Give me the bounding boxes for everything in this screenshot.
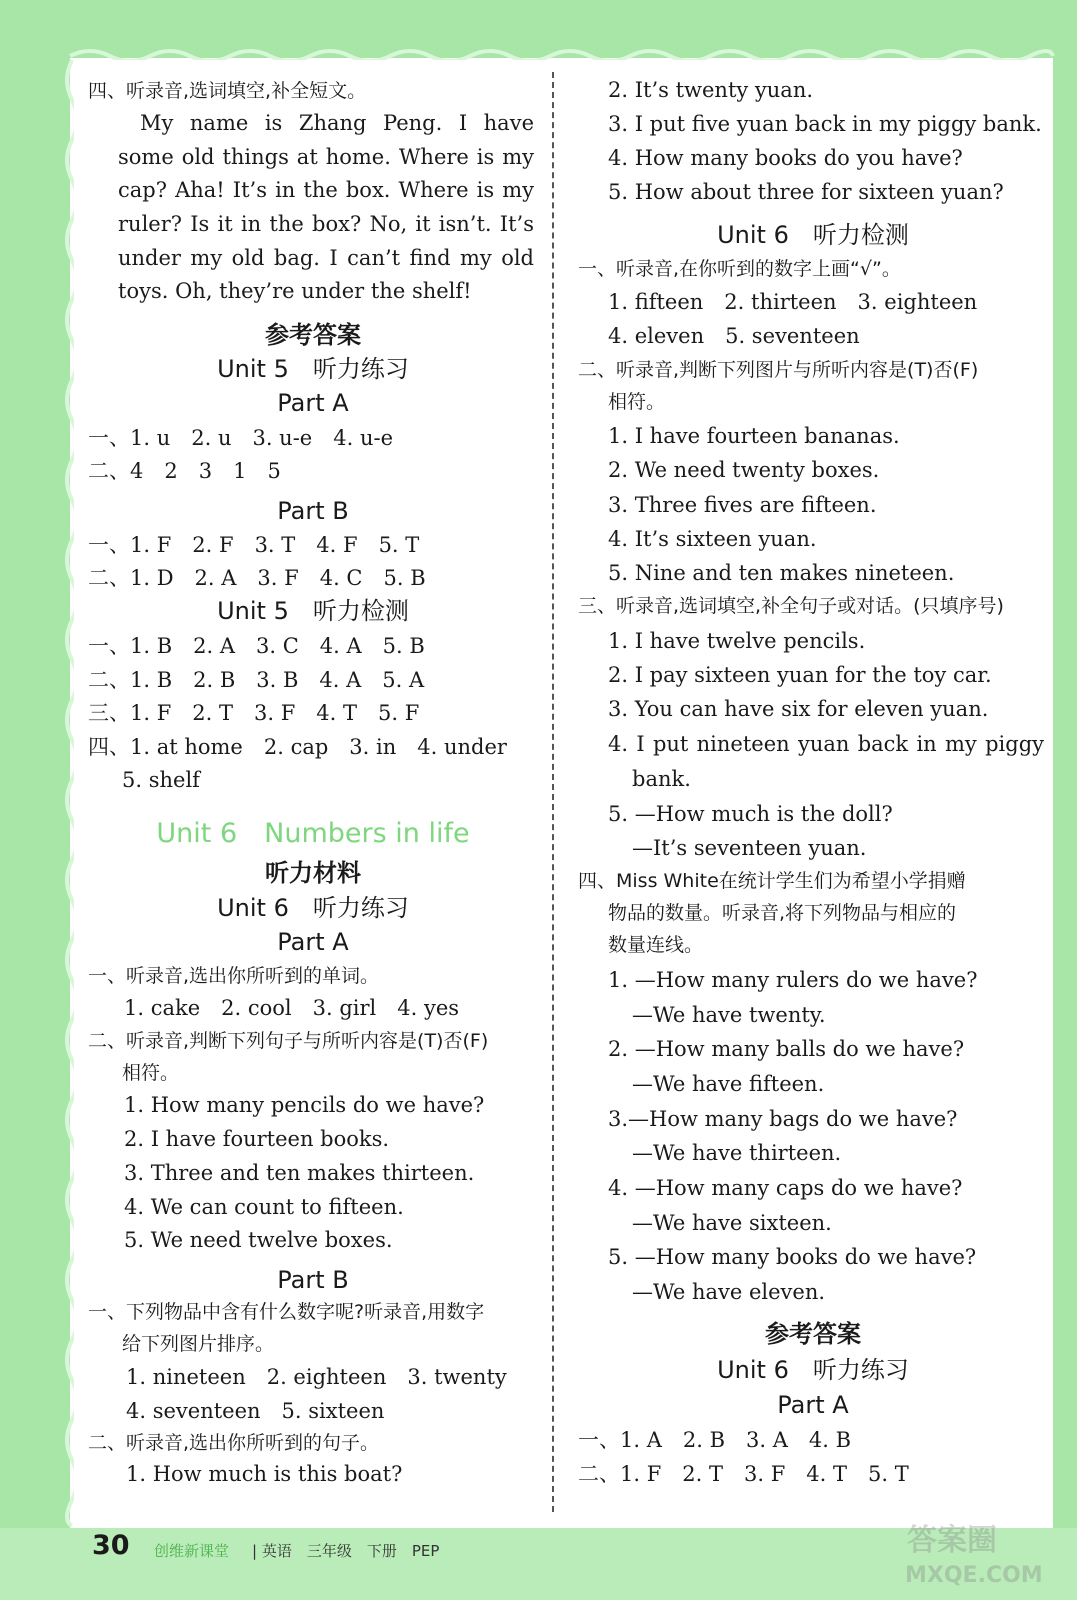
r4-item-5-answer: —We have eleven.: [632, 1280, 826, 1304]
unit6-test-heading: Unit 6 听力检测: [717, 221, 909, 249]
r3-item-5: 5. —How much is the doll?: [608, 802, 893, 826]
m2-item-3: 3. Three and ten makes thirteen.: [124, 1161, 475, 1185]
answer-a1: 一、1. u 2. u 3. u-e 4. u-e: [88, 426, 393, 450]
top-item-4: 4. How many books do you have?: [608, 146, 963, 170]
unit6-practice-answers-heading: Unit 6 听力练习: [717, 1356, 909, 1384]
answer-a2: 二、4 2 3 1 5: [88, 459, 281, 483]
pb2-item-1: 1. How much is this boat?: [126, 1462, 403, 1486]
brand-name: 创维新课堂: [154, 1542, 230, 1560]
answers-heading-2: 参考答案: [765, 1320, 861, 1348]
r4-item-4-answer: —We have sixteen.: [632, 1211, 832, 1235]
part-a-heading-2: Part A: [277, 928, 349, 956]
watermark-logo: [897, 1512, 1047, 1590]
m2-item-4: 4. We can count to fifteen.: [124, 1195, 404, 1219]
top-item-2: 2. It’s twenty yuan.: [608, 78, 814, 102]
r1-items-a: 1. fifteen 2. thirteen 3. eighteen: [608, 290, 978, 314]
pb1-items-b: 4. seventeen 5. sixteen: [126, 1399, 385, 1423]
r3-item-5-answer: —It’s seventeen yuan.: [632, 836, 867, 860]
unit5-test-heading: Unit 5 听力检测: [217, 597, 409, 625]
answer-b1: 一、1. F 2. F 3. T 4. F 5. T: [88, 533, 420, 557]
r2-item-5: 5. Nine and ten makes nineteen.: [608, 561, 955, 585]
r4-item-1: 1. —How many rulers do we have?: [608, 968, 978, 992]
part-a-heading: Part A: [277, 389, 349, 417]
unit5-practice-heading: Unit 5 听力练习: [217, 355, 409, 383]
r4-item-4: 4. —How many caps do we have?: [608, 1176, 963, 1200]
top-item-5: 5. How about three for sixteen yuan?: [608, 180, 1004, 204]
answer-t3: 三、1. F 2. T 3. F 4. T 5. F: [88, 701, 420, 725]
top-item-3: 3. I put five yuan back in my piggy bank.: [608, 112, 1042, 136]
answer-r1: 一、1. A 2. B 3. A 4. B: [578, 1428, 852, 1452]
book-meta: | 英语 三年级 下册 PEP: [252, 1542, 440, 1560]
page-content: [74, 60, 1050, 1526]
m2-title: 二、听录音,判断下列句子与所听内容是(T)否(F): [88, 1030, 489, 1052]
r4-title: 四、Miss White在统计学生们为希望小学捐赠: [578, 870, 966, 892]
svg-text:MXQE.COM: MXQE.COM: [905, 1563, 1043, 1588]
passage-line-1: My name is Zhang Peng. I have: [140, 111, 534, 135]
answers-heading: 参考答案: [265, 321, 361, 349]
part-a-answers-heading: Part A: [777, 1391, 849, 1419]
answer-t1: 一、1. B 2. A 3. C 4. A 5. B: [88, 634, 425, 658]
r2-title: 二、听录音,判断下列图片与所听内容是(T)否(F): [578, 359, 979, 381]
answer-t2: 二、1. B 2. B 3. B 4. A 5. A: [88, 668, 425, 692]
answer-b2: 二、1. D 2. A 3. F 4. C 5. B: [88, 566, 426, 590]
r1-items-b: 4. eleven 5. seventeen: [608, 324, 860, 348]
r4-title-cont: 物品的数量。听录音,将下列物品与相应的: [608, 902, 957, 924]
m1-items: 1. cake 2. cool 3. girl 4. yes: [124, 996, 460, 1020]
pb1-items-a: 1. nineteen 2. eighteen 3. twenty: [126, 1365, 507, 1389]
pb1-title-cont: 给下列图片排序。: [122, 1333, 275, 1355]
m2-title-cont: 相符。: [122, 1062, 180, 1084]
m2-item-5: 5. We need twelve boxes.: [124, 1228, 393, 1252]
passage-line-2: some old things at home. Where is my: [118, 145, 534, 169]
r3-item-3: 3. You can have six for eleven yuan.: [608, 697, 989, 721]
answer-t4-cont: 5. shelf: [122, 768, 200, 792]
pb2-title: 二、听录音,选出你所听到的句子。: [88, 1432, 380, 1454]
r4-title-cont-2: 数量连线。: [608, 934, 704, 956]
m2-item-2: 2. I have fourteen books.: [124, 1127, 390, 1151]
r1-title: 一、听录音,在你听到的数字上画“√”。: [578, 258, 901, 280]
r4-item-5: 5. —How many books do we have?: [608, 1245, 977, 1269]
r3-item-4-cont: bank.: [632, 767, 691, 791]
r4-item-2: 2. —How many balls do we have?: [608, 1037, 965, 1061]
page-number: 30: [92, 1530, 130, 1561]
m1-title: 一、听录音,选出你所听到的单词。: [88, 965, 380, 987]
r4-item-2-answer: —We have fifteen.: [632, 1072, 825, 1096]
column-divider: [552, 72, 554, 1512]
m2-item-1: 1. How many pencils do we have?: [124, 1093, 485, 1117]
r2-item-1: 1. I have fourteen bananas.: [608, 424, 900, 448]
q4-title: 四、听录音,选词填空,补全短文。: [88, 80, 367, 102]
r3-title: 三、听录音,选词填空,补全句子或对话。(只填序号): [578, 595, 1004, 617]
part-b-heading-2: Part B: [277, 1266, 349, 1294]
r3-item-4: 4. I put nineteen yuan back in my piggy: [608, 732, 1044, 756]
unit6-practice-heading: Unit 6 听力练习: [217, 894, 409, 922]
r2-item-3: 3. Three fives are fifteen.: [608, 493, 877, 517]
materials-heading: 听力材料: [265, 859, 361, 887]
r3-item-2: 2. I pay sixteen yuan for the toy car.: [608, 663, 992, 687]
r2-item-4: 4. It’s sixteen yuan.: [608, 527, 817, 551]
passage-line-3: cap? Aha! It’s in the box. Where is my: [118, 178, 534, 202]
answer-r2: 二、1. F 2. T 3. F 4. T 5. T: [578, 1462, 909, 1486]
r3-item-1: 1. I have twelve pencils.: [608, 629, 866, 653]
svg-text:答案圈: 答案圈: [907, 1523, 997, 1558]
answer-t4: 四、1. at home 2. cap 3. in 4. under: [88, 735, 507, 759]
r4-item-3: 3.—How many bags do we have?: [608, 1107, 958, 1131]
passage-line-5: under my old bag. I can’t find my old: [118, 246, 534, 270]
pb1-title: 一、下列物品中含有什么数字呢?听录音,用数字: [88, 1301, 485, 1323]
passage-line-6: toys. Oh, they’re under the shelf!: [118, 279, 472, 303]
r4-item-1-answer: —We have twenty.: [632, 1003, 826, 1027]
r2-item-2: 2. We need twenty boxes.: [608, 458, 880, 482]
passage-line-4: ruler? Is it in the box? No, it isn’t. It’s: [118, 212, 534, 236]
part-b-heading: Part B: [277, 497, 349, 525]
r2-title-cont: 相符。: [608, 391, 666, 413]
unit6-title: Unit 6 Numbers in life: [156, 818, 470, 849]
r4-item-3-answer: —We have thirteen.: [632, 1141, 842, 1165]
